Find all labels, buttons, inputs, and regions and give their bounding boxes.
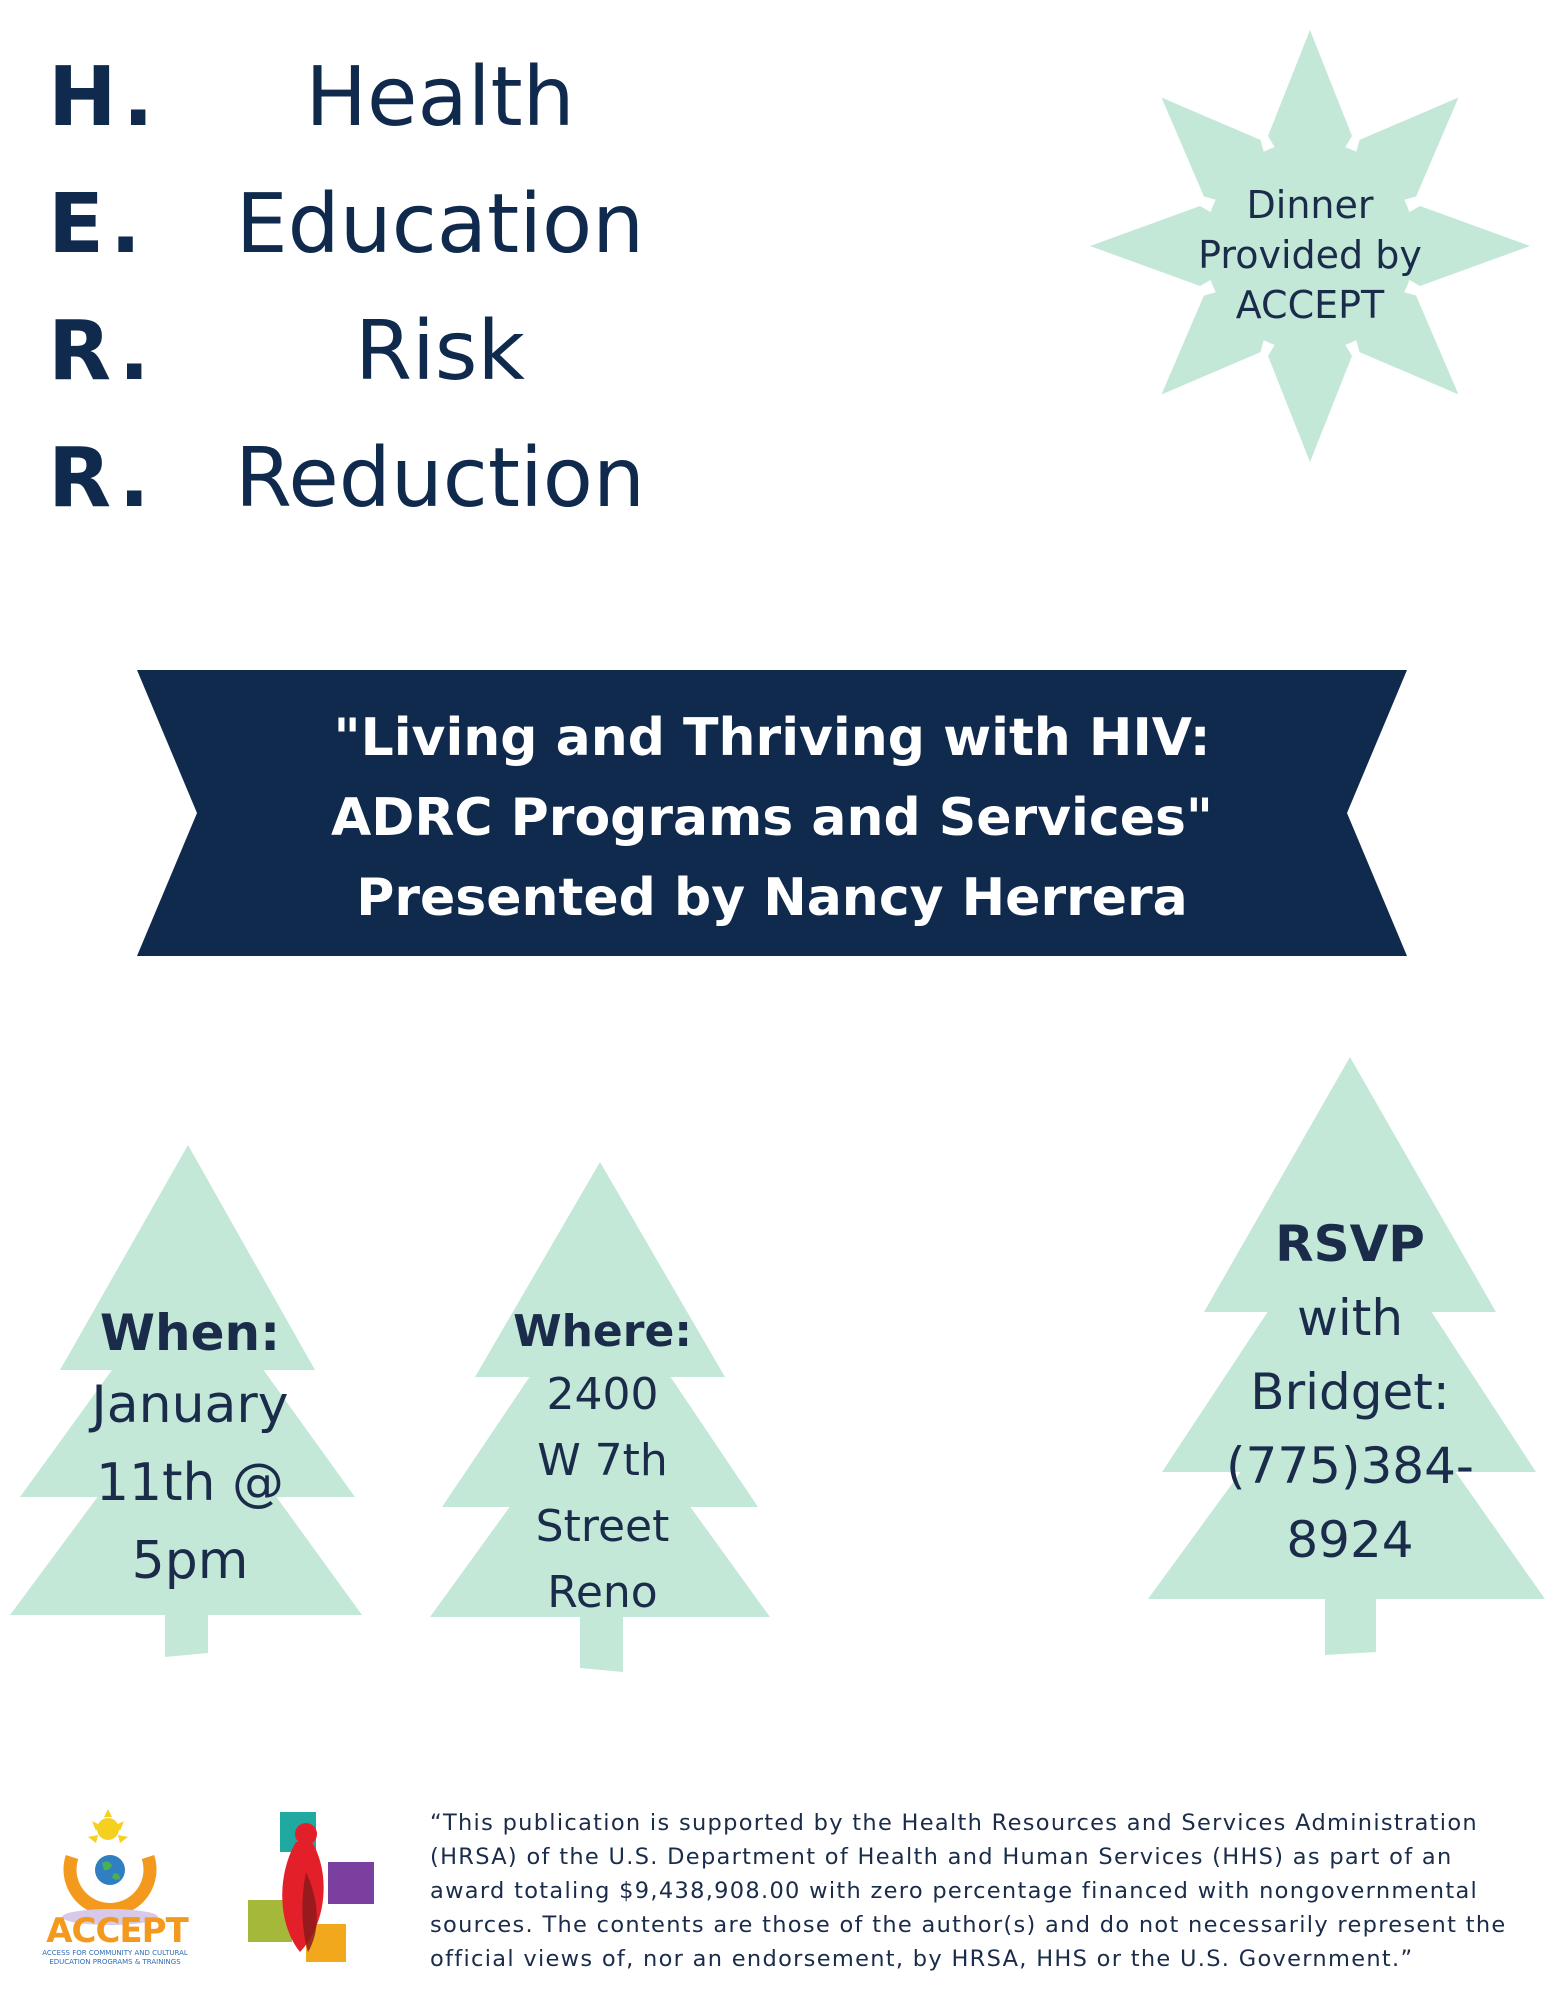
acronym-letter: E. — [48, 177, 148, 272]
star-badge-line: Provided by — [1198, 233, 1422, 277]
acronym-word: Reduction — [235, 431, 645, 526]
rsvp-tree — [1148, 1057, 1545, 1657]
when-line: 11th @ — [95, 1453, 285, 1513]
acronym-row-health — [0, 38, 720, 158]
where-heading: Where: — [513, 1306, 692, 1357]
where-line: Reno — [547, 1567, 658, 1618]
accept-tagline-line: ACCESS FOR COMMUNITY AND CULTURAL — [42, 1949, 188, 1957]
partner-cross-logo — [248, 1812, 378, 1962]
acronym-word: Risk — [355, 304, 525, 399]
accept-logo — [30, 1805, 200, 1970]
accept-wordmark: ACCEPT — [46, 1911, 188, 1951]
star-badge-line: Dinner — [1246, 183, 1374, 227]
rsvp-heading: RSVP — [1275, 1215, 1425, 1273]
acronym-row-reduction — [0, 419, 720, 539]
acronym-row-education — [0, 165, 720, 285]
where-tree — [430, 1162, 775, 1682]
where-text — [470, 1302, 735, 1626]
when-tree — [10, 1145, 370, 1665]
acronym-letter: R. — [48, 431, 156, 526]
banner-text — [257, 698, 1287, 938]
dinner-star-badge — [1090, 30, 1530, 462]
rsvp-line: 8924 — [1286, 1511, 1414, 1569]
banner-line: ADRC Programs and Services" — [330, 788, 1214, 848]
rsvp-line: (775)384- — [1226, 1437, 1474, 1495]
rsvp-text — [1200, 1207, 1500, 1577]
rsvp-line: with — [1296, 1289, 1404, 1347]
banner-line: "Living and Thriving with HIV: — [333, 708, 1211, 768]
colorful-cross-icon — [248, 1812, 378, 1962]
funding-disclaimer: “This publication is supported by the Health Resources and Services Administration (HRSA) of the U.S. Department of Health and Human Services (HHS) as part of an award totaling $9,438,908.00 with zero percentage financed with nongovernmental sources. The contents are those of the author(s) and do not necessarily represent the official views of, nor an endorsement, by HRSA, HHS or the U.S. Government.” — [430, 1810, 1507, 1972]
acronym-letter: H. — [48, 50, 160, 145]
acronym-row-risk — [0, 292, 720, 412]
banner-line: Presented by Nancy Herrera — [356, 868, 1188, 928]
acronym-letter: R. — [48, 304, 156, 399]
when-text — [40, 1300, 340, 1600]
when-line: 5pm — [131, 1531, 249, 1591]
rsvp-line: Bridget: — [1250, 1363, 1450, 1421]
accept-tagline — [30, 1949, 200, 1967]
accept-tagline-line: EDUCATION PROGRAMS & TRAININGS — [49, 1958, 181, 1966]
title-banner — [137, 670, 1407, 956]
where-line: W 7th — [537, 1435, 668, 1486]
star-badge-text — [1150, 180, 1470, 330]
where-line: Street — [535, 1501, 670, 1552]
star-badge-line: ACCEPT — [1235, 283, 1385, 327]
acronym-word: Education — [235, 177, 645, 272]
acronym-word: Health — [305, 50, 575, 145]
where-line: 2400 — [546, 1369, 659, 1420]
when-line: January — [91, 1375, 289, 1435]
when-heading: When: — [99, 1304, 281, 1362]
